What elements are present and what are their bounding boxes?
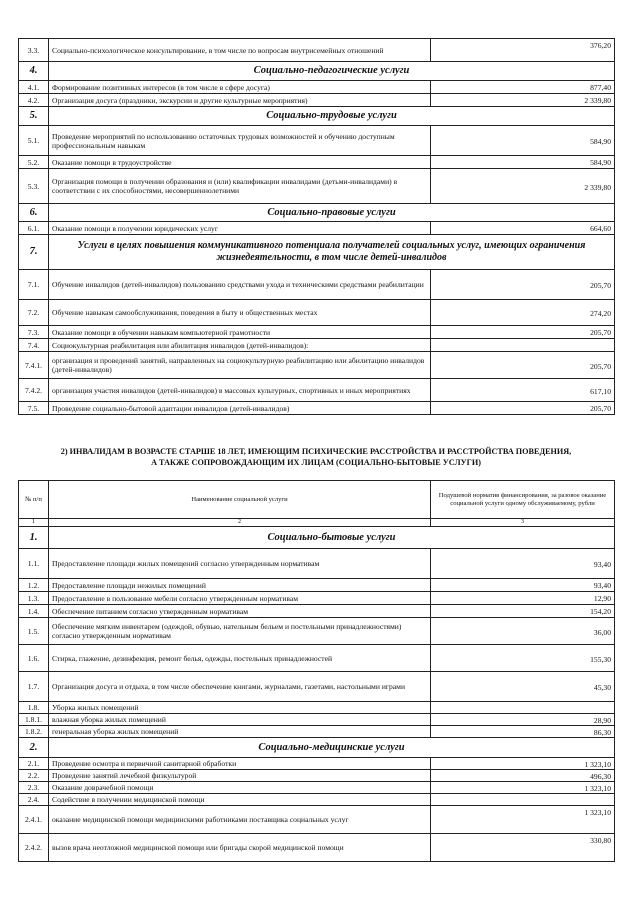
row-number: 1.7. <box>19 672 49 702</box>
row-number: 1.8.1. <box>19 714 49 726</box>
service-price: 584,90 <box>431 156 615 169</box>
section-number: 5. <box>19 107 49 126</box>
service-name: Обеспечение питанием согласно утвержденным нормативам <box>49 605 431 618</box>
service-price: 155,30 <box>431 645 615 672</box>
heading-line-2: А ТАКЖЕ СОПРОВОЖДАЮЩИМ ИХ ЛИЦАМ (СОЦИАЛЬНО-БЫТОВЫЕ УСЛУГИ) <box>151 458 481 467</box>
service-name: Обучение навыкам самообслуживания, поведения в быту и общественных местах <box>49 300 431 326</box>
table-row <box>19 39 615 62</box>
service-name: Содействие в получении медицинской помощи <box>49 794 431 806</box>
services-table-part1 <box>18 38 615 415</box>
table-row <box>19 579 615 592</box>
service-price: 2 339,80 <box>431 169 615 204</box>
row-number: 2.3. <box>19 782 49 794</box>
row-number: 5.2. <box>19 156 49 169</box>
service-price: 617,10 <box>431 379 615 402</box>
service-name: Социально-психологическое консультирование, в том числе по вопросам внутрисемейных отношений <box>49 39 431 62</box>
service-price: 93,40 <box>431 549 615 579</box>
service-price: 2 339,80 <box>431 94 615 107</box>
service-name: Организация досуга (праздники, экскурсии и другие культурные мероприятия) <box>49 94 431 107</box>
service-name: влажная уборка жилых помещений <box>49 714 431 726</box>
service-price: 1 323,10 <box>431 806 615 834</box>
section-row <box>19 107 615 126</box>
table-row <box>19 339 615 352</box>
table-row <box>19 222 615 235</box>
table-row <box>19 352 615 379</box>
row-number: 1.3. <box>19 592 49 605</box>
table-row <box>19 794 615 806</box>
service-price: 205,70 <box>431 352 615 379</box>
row-number: 7.4. <box>19 339 49 352</box>
service-name: Предоставление в пользование мебели согласно утвержденным нормативам <box>49 592 431 605</box>
service-name: Предоставление площади жилых помещений согласно утвержденным нормативам <box>49 549 431 579</box>
section-row <box>19 235 615 270</box>
service-name: Обучение инвалидов (детей-инвалидов) пользованию средствами ухода и техническими средствами реабилитации <box>49 270 431 300</box>
column-index-row <box>19 519 615 527</box>
row-number: 2.4. <box>19 794 49 806</box>
section-title: Социально-бытовые услуги <box>49 527 615 549</box>
table-row <box>19 770 615 782</box>
section-number: 1. <box>19 527 49 549</box>
service-name: Проведение мероприятий по использованию остаточных трудовых возможностей и обучению доступным профессиональным навыкам <box>49 126 431 156</box>
service-price: 205,70 <box>431 402 615 415</box>
table-row <box>19 379 615 402</box>
service-name: Организация досуга и отдыха, в том числе обеспечение книгами, журналами, газетами, настольными играми <box>49 672 431 702</box>
service-price <box>431 702 615 714</box>
table-row <box>19 94 615 107</box>
service-name: Проведение социально-бытовой адаптации инвалидов (детей-инвалидов) <box>49 402 431 415</box>
section-number: 7. <box>19 235 49 270</box>
table-row <box>19 726 615 738</box>
table-row <box>19 714 615 726</box>
row-number: 1.4. <box>19 605 49 618</box>
service-price: 664,60 <box>431 222 615 235</box>
heading-line-1: 2) ИНВАЛИДАМ В ВОЗРАСТЕ СТАРШЕ 18 ЛЕТ, ИМЕЮЩИМ ПСИХИЧЕСКИЕ РАССТРОЙСТВА И РАССТРОЙСТВА ПОВЕДЕНИЯ, <box>60 447 572 456</box>
row-number: 1.8.2. <box>19 726 49 738</box>
row-number: 2.2. <box>19 770 49 782</box>
service-price: 36,00 <box>431 618 615 645</box>
service-name: Проведение осмотра и первичной санитарной обработки <box>49 758 431 770</box>
service-name: Оказание доврачебной помощи <box>49 782 431 794</box>
service-price: 86,30 <box>431 726 615 738</box>
row-number: 4.1. <box>19 81 49 94</box>
section-title: Социально-трудовые услуги <box>49 107 615 126</box>
table-row <box>19 758 615 770</box>
table-row <box>19 672 615 702</box>
table-row <box>19 592 615 605</box>
service-name: Организация помощи в получении образования и (или) квалификации инвалидами (детьми-инвалидами) в соответствии с их способностями, несовершеннолетними <box>49 169 431 204</box>
service-price: 154,20 <box>431 605 615 618</box>
service-name: Оказание помощи в обучении навыкам компьютерной грамотности <box>49 326 431 339</box>
table-row <box>19 169 615 204</box>
service-price: 12,90 <box>431 592 615 605</box>
services-table-part2 <box>18 480 615 862</box>
service-price: 1 323,10 <box>431 782 615 794</box>
table-row <box>19 645 615 672</box>
service-price: 877,40 <box>431 81 615 94</box>
table-row <box>19 618 615 645</box>
column-index: 1 <box>19 519 49 527</box>
service-name: Стирка, глажение, дезинфекция, ремонт белья, одежды, постельных принадлежностей <box>49 645 431 672</box>
table-row <box>19 300 615 326</box>
service-name: Обеспечение мягким инвентарем (одеждой, обувью, нательным бельем и постельными принадлежностями) согласно утвержденным нормативам <box>49 618 431 645</box>
row-number: 7.4.2. <box>19 379 49 402</box>
table-row <box>19 782 615 794</box>
section-number: 6. <box>19 204 49 222</box>
row-number: 2.4.2. <box>19 834 49 862</box>
row-number: 4.2. <box>19 94 49 107</box>
section-heading <box>18 446 614 468</box>
row-number: 2.4.1. <box>19 806 49 834</box>
service-price <box>431 794 615 806</box>
service-price: 93,40 <box>431 579 615 592</box>
column-header-name: Наименование социальной услуги <box>49 481 431 519</box>
row-number: 7.3. <box>19 326 49 339</box>
service-price: 330,80 <box>431 834 615 862</box>
section-row <box>19 738 615 758</box>
service-price: 274,20 <box>431 300 615 326</box>
table-row <box>19 806 615 834</box>
section-number: 4. <box>19 62 49 81</box>
service-price <box>431 339 615 352</box>
service-price: 28,90 <box>431 714 615 726</box>
section-row <box>19 62 615 81</box>
row-number: 7.4.1. <box>19 352 49 379</box>
table-row <box>19 402 615 415</box>
column-index: 2 <box>49 519 431 527</box>
service-price: 496,30 <box>431 770 615 782</box>
row-number: 1.2. <box>19 579 49 592</box>
section-number: 2. <box>19 738 49 758</box>
section-row <box>19 204 615 222</box>
table-row <box>19 156 615 169</box>
row-number: 3.3. <box>19 39 49 62</box>
table-row <box>19 326 615 339</box>
column-index: 3 <box>431 519 615 527</box>
row-number: 7.1. <box>19 270 49 300</box>
service-price: 205,70 <box>431 270 615 300</box>
row-number: 7.2. <box>19 300 49 326</box>
service-price: 45,30 <box>431 672 615 702</box>
row-number: 1.1. <box>19 549 49 579</box>
service-price: 1 323,10 <box>431 758 615 770</box>
row-number: 5.3. <box>19 169 49 204</box>
row-number: 5.1. <box>19 126 49 156</box>
section-title: Услуги в целях повышения коммуникативного потенциала получателей социальных услуг, имеющих ограничения жизнедеятельности, в том числе детей-инвалидов <box>49 235 615 270</box>
service-price: 376,20 <box>431 39 615 62</box>
section-title: Социально-педагогические услуги <box>49 62 615 81</box>
table-row <box>19 81 615 94</box>
row-number: 1.5. <box>19 618 49 645</box>
section-title: Социально-медицинские услуги <box>49 738 615 758</box>
service-name: организация участия инвалидов (детей-инвалидов) в массовых культурных, спортивных и иных мероприятиях <box>49 379 431 402</box>
row-number: 6.1. <box>19 222 49 235</box>
row-number: 1.8. <box>19 702 49 714</box>
row-number: 2.1. <box>19 758 49 770</box>
service-name: Проведение занятий лечебной физкультурой <box>49 770 431 782</box>
table-row <box>19 549 615 579</box>
table-row <box>19 605 615 618</box>
column-header-value: Подушевой норматив финансирования, за разовое оказание социальной услуги одному обслуживаемому, рубли <box>431 481 615 519</box>
service-name: Формирование позитивных интересов (в том числе в сфере досуга) <box>49 81 431 94</box>
table-row <box>19 126 615 156</box>
row-number: 1.6. <box>19 645 49 672</box>
service-name: Оказание помощи в получении юридических услуг <box>49 222 431 235</box>
column-header-number: № п/п <box>19 481 49 519</box>
row-number: 7.5. <box>19 402 49 415</box>
service-name: организация и проведений занятий, направленных на социокультурную реабилитацию или абилитацию инвалидов (детей-инвалидов) <box>49 352 431 379</box>
service-name: генеральная уборка жилых помещений <box>49 726 431 738</box>
service-name: Уборка жилых помещений <box>49 702 431 714</box>
section-row <box>19 527 615 549</box>
service-price: 205,70 <box>431 326 615 339</box>
service-name: Предоставление площади нежилых помещений <box>49 579 431 592</box>
service-name: Социокультурная реабилитация или абилитация инвалидов (детей-инвалидов): <box>49 339 431 352</box>
table-header-row <box>19 481 615 519</box>
service-price: 584,90 <box>431 126 615 156</box>
table-row <box>19 702 615 714</box>
service-name: оказание медицинской помощи медицинскими работниками поставщика социальных услуг <box>49 806 431 834</box>
table-row <box>19 834 615 862</box>
table-row <box>19 270 615 300</box>
service-name: Оказание помощи в трудоустройстве <box>49 156 431 169</box>
service-name: вызов врача неотложной медицинской помощи или бригады скорой медицинской помощи <box>49 834 431 862</box>
section-title: Социально-правовые услуги <box>49 204 615 222</box>
